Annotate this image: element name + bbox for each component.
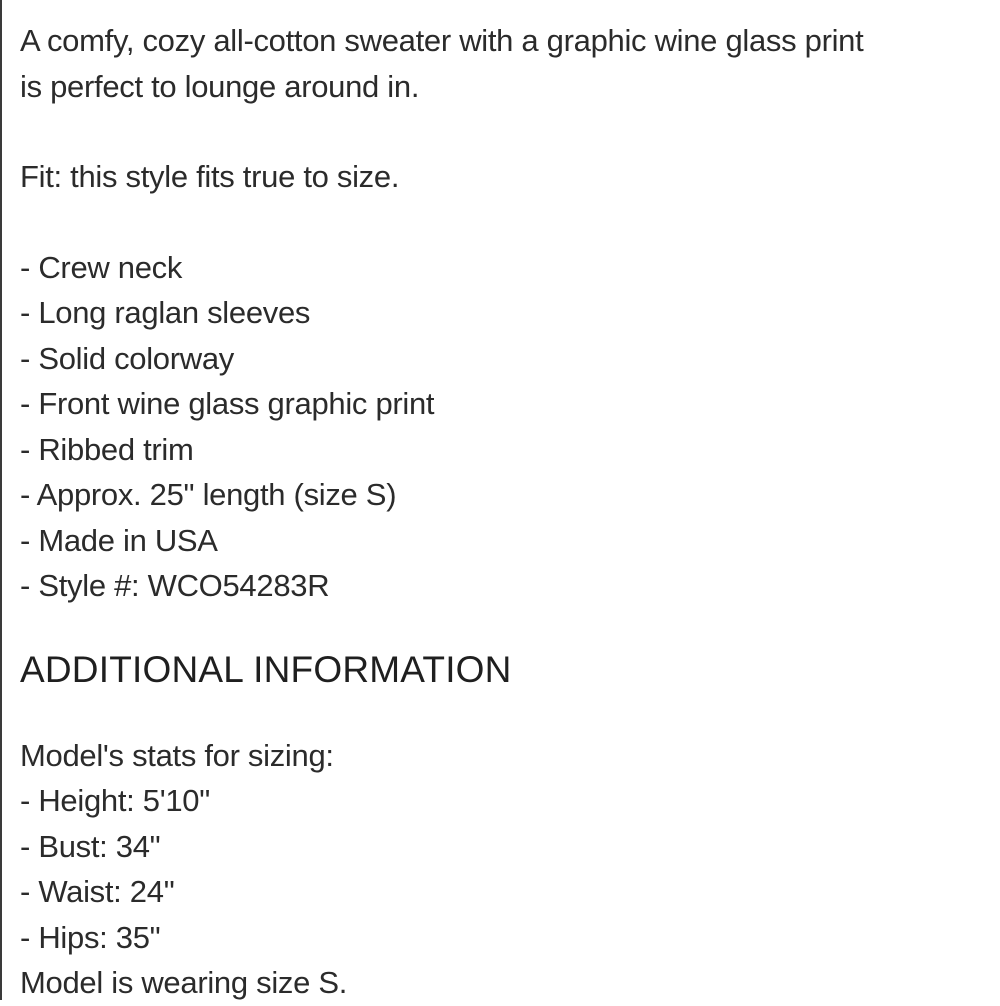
- feature-item: - Made in USA: [20, 522, 218, 558]
- feature-item: - Long raglan sleeves: [20, 295, 311, 330]
- stat-item: - Hips: 35": [20, 919, 161, 955]
- description-line-1: A comfy, cozy all-cotton sweater with a graphic wine glass print: [20, 23, 864, 58]
- left-border: [0, 0, 2, 1000]
- feature-item: - Front wine glass graphic print: [20, 386, 435, 421]
- product-description: [20, 18, 985, 109]
- feature-item: - Ribbed trim: [20, 431, 194, 467]
- stat-item: - Waist: 24": [20, 874, 175, 909]
- model-stats-intro: Model's stats for sizing:: [20, 737, 334, 773]
- fit-note: Fit: this style fits true to size.: [20, 159, 400, 194]
- feature-item: - Crew neck: [20, 249, 183, 285]
- model-stats-list: [20, 778, 985, 960]
- additional-information-heading: ADDITIONAL INFORMATION: [20, 648, 512, 690]
- stat-item: - Bust: 34": [20, 828, 161, 864]
- product-details: [20, 18, 985, 1006]
- description-line-2: is perfect to lounge around in.: [20, 68, 420, 104]
- feature-list: [20, 245, 985, 609]
- feature-item: - Approx. 25" length (size S): [20, 477, 397, 512]
- model-size-note: Model is wearing size S.: [20, 965, 348, 1000]
- feature-item: - Style #: WCO54283R: [20, 568, 330, 603]
- feature-item: - Solid colorway: [20, 340, 235, 376]
- stat-item: - Height: 5'10": [20, 783, 210, 818]
